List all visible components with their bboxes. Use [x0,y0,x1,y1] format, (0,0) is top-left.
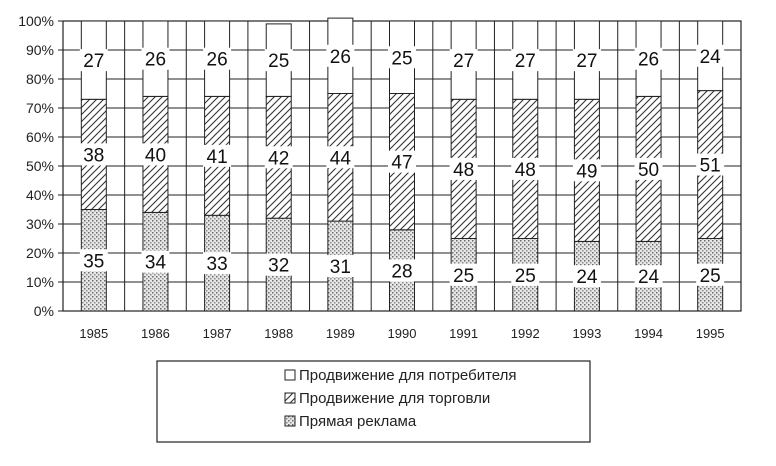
legend-swatch [285,393,295,403]
x-tick-label: 1993 [572,326,602,341]
y-tick-label: 30% [25,216,54,232]
x-tick-label: 1995 [695,326,725,341]
y-tick-label: 20% [25,245,54,261]
x-tick-label: 1994 [634,326,664,341]
data-label: 35 [83,251,105,273]
data-label: 25 [268,51,290,73]
x-tick-label: 1988 [264,326,294,341]
data-label: 25 [453,265,475,287]
x-tick-label: 1987 [202,326,232,341]
data-label: 25 [391,48,413,70]
data-label: 51 [699,155,721,177]
y-tick-label: 70% [25,100,54,116]
y-tick-label: 10% [25,274,54,290]
data-label: 48 [514,159,536,181]
data-label: 40 [144,145,167,167]
data-label: 32 [268,255,290,277]
y-tick-label: 80% [25,71,54,87]
legend-item: Продвижение для потребителя [299,367,517,384]
data-label: 25 [699,265,721,287]
data-label: 26 [206,49,228,71]
x-tick-label: 1992 [510,326,540,341]
x-tick-label: 1990 [387,326,417,341]
legend-item: Прямая реклама [299,413,417,430]
legend [157,361,590,442]
data-label: 33 [206,254,228,276]
data-label: 42 [268,148,290,170]
x-tick-label: 1991 [449,326,479,341]
data-label: 41 [206,146,228,168]
data-label: 47 [391,152,413,174]
data-label: 24 [637,267,660,289]
legend-swatch [285,370,295,380]
y-tick-label: 90% [25,42,54,58]
data-label: 24 [576,267,598,289]
plot-area [18,13,741,341]
data-label: 44 [329,148,351,170]
data-label: 27 [453,51,475,73]
x-tick-label: 1985 [79,326,109,341]
legend-item: Продвижение для торговли [299,390,491,407]
data-label: 50 [637,159,660,181]
y-tick-label: 0% [33,303,54,319]
y-tick-label: 40% [25,187,54,203]
legend-swatch [285,416,295,426]
data-label: 25 [514,265,536,287]
data-label: 26 [144,49,167,71]
data-label: 27 [576,51,598,73]
y-tick-label: 60% [25,129,54,145]
data-label: 24 [699,46,721,68]
data-label: 27 [83,51,105,73]
data-label: 49 [576,161,598,183]
y-tick-label: 100% [18,13,54,29]
data-label: 48 [453,159,475,181]
data-label: 38 [83,145,105,167]
data-label: 34 [144,252,167,274]
x-tick-label: 1989 [325,326,355,341]
data-label: 28 [391,261,413,283]
data-label: 26 [637,49,660,71]
data-label: 26 [329,46,351,68]
data-label: 31 [329,257,351,279]
y-tick-label: 50% [25,158,54,174]
x-tick-label: 1986 [140,326,170,341]
data-label: 27 [514,51,536,73]
